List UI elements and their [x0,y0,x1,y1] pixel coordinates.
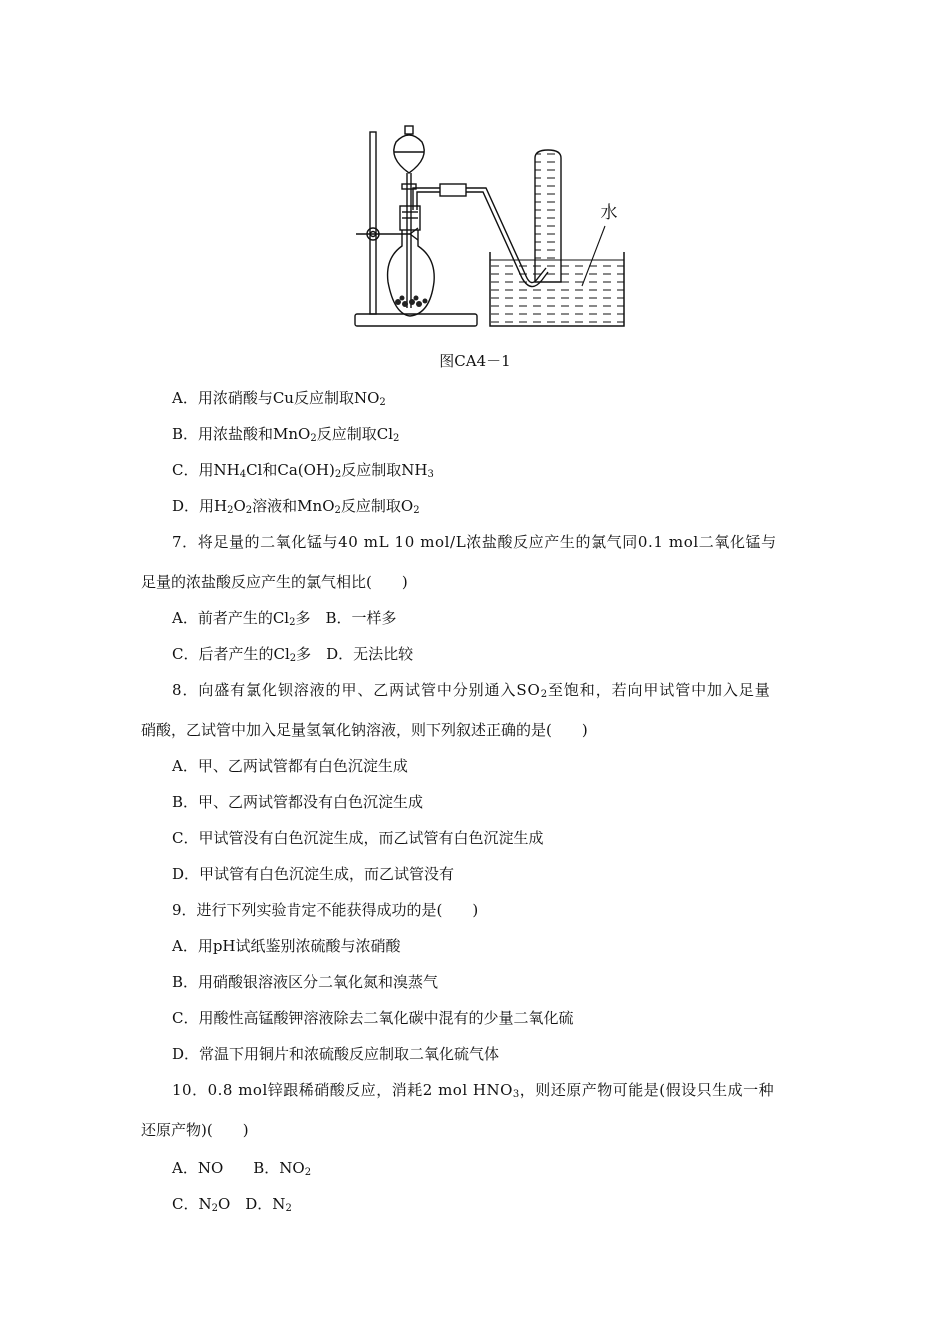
q10-options-ab: A．NO B．$NO_2$ [172,1159,312,1178]
q8-stem-line1: 8．向盛有氯化钡溶液的甲、乙两试管中分别通入$SO_2$至饱和，若向甲试管中加入足量 [172,681,771,700]
q8-option-d: D．甲试管有白色沉淀生成，而乙试管没有 [172,865,455,883]
q9-option-b: B．用硝酸银溶液区分二氧化氮和溴蒸气 [172,973,439,991]
q6-option-d: D．用$H_2O_2$溶液和MnO$_2$反应制取$O_2$ [172,497,420,516]
q9-option-a: A．用pH试纸鉴别浓硫酸与浓硝酸 [172,937,401,955]
q10-stem-line1: 10．0.8 mol锌跟稀硝酸反应，消耗2 mol $HNO_3$，则还原产物可能是(假设只生成一种 [172,1081,775,1100]
q6-option-c: C．用$NH_4Cl$和$Ca(OH)_2$反应制取$NH_3$ [172,461,434,480]
q8-option-c: C．甲试管没有白色沉淀生成，而乙试管有白色沉淀生成 [172,829,544,847]
q7-stem-line2: 足量的浓盐酸反应产生的氯气相比( ) [141,573,408,591]
q6-option-a: A．用浓硝酸与Cu反应制取$NO_2$ [172,389,386,408]
q8-stem-line2: 硝酸，乙试管中加入足量氢氧化钠溶液，则下列叙述正确的是( ) [141,721,588,739]
q8-option-a: A．甲、乙两试管都有白色沉淀生成 [172,757,408,775]
q7-options-cd: C．后者产生的$Cl_2$多 D．无法比较 [172,645,414,664]
q9-stem: 9．进行下列实验肯定不能获得成功的是( ) [172,901,479,919]
q9-option-d: D．常温下用铜片和浓硫酸反应制取二氧化硫气体 [172,1045,500,1063]
q7-stem-line1: 7．将足量的二氧化锰与40 mL 10 mol/L浓盐酸反应产生的氯气同0.1 mol二氧化锰与 [172,533,777,551]
figure-caption: 图CA4－1 [439,352,511,370]
q10-options-cd: C．$N_2O$ D．$N_2$ [172,1195,292,1214]
water-label: 水 [600,203,618,223]
q8-option-b: B．甲、乙两试管都没有白色沉淀生成 [172,793,424,811]
q7-options-ab: A．前者产生的$Cl_2$多 B．一样多 [172,609,397,628]
inverted-test-tube [535,150,561,282]
apparatus-figure [350,118,640,340]
q9-option-c: C．用酸性高锰酸钾溶液除去二氧化碳中混有的少量二氧化硫 [172,1009,574,1027]
q6-option-b: B．用浓盐酸和MnO$_2$反应制取$Cl_2$ [172,425,400,444]
q10-stem-line2: 还原产物)( ) [141,1121,249,1139]
